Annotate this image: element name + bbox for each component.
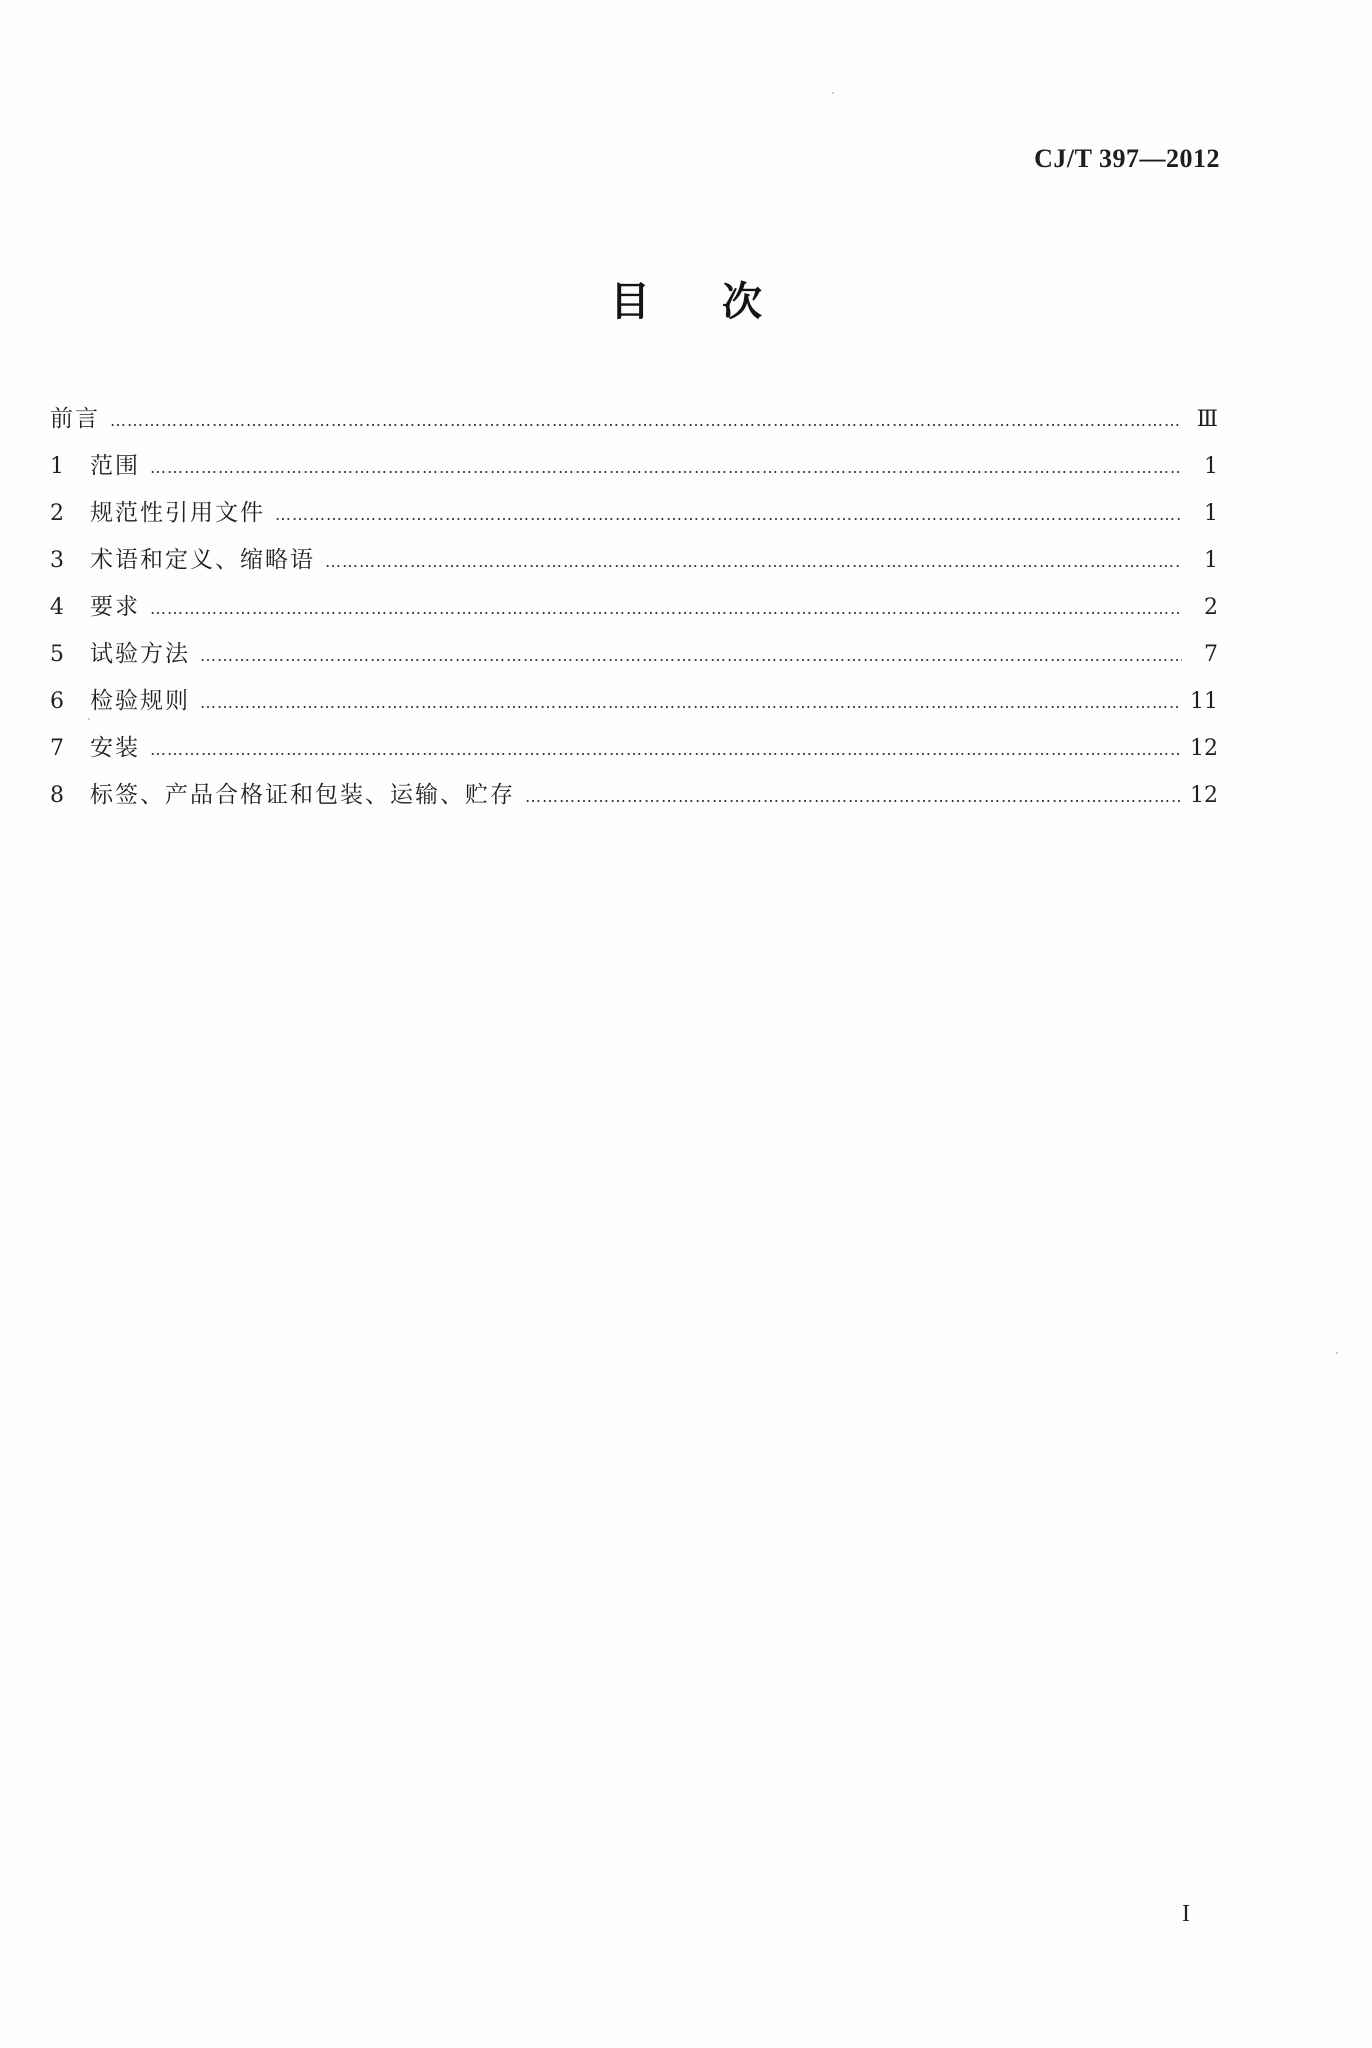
toc-entry-label: 前言 [50,406,100,432]
toc-entry-4[interactable] [50,588,1218,635]
scan-speck [88,718,90,720]
toc-entry-page: 7 [1204,642,1218,667]
toc-entry-page: 1 [1204,501,1218,526]
toc-entry-foreword[interactable] [50,400,1218,447]
standard-code: CJ/T 397—2012 [1034,144,1220,173]
toc-entry-label: 术语和定义、缩略语 [90,547,315,573]
toc-entry-number: 2 [50,501,64,526]
toc-entry-number: 3 [50,548,64,573]
toc-entry-label: 安装 [90,735,140,761]
toc-leader-dots [325,552,1182,571]
toc-entry-page: 1 [1204,454,1218,479]
toc-leader-dots [150,599,1182,618]
toc-entry-7[interactable] [50,729,1218,776]
scan-speck [832,92,834,94]
page-number: I [1182,1901,1190,1927]
toc-entry-label: 范围 [90,453,140,479]
toc-entry-page: 2 [1204,595,1218,620]
toc-entry-page: 12 [1190,783,1218,808]
toc-entry-number: 4 [50,595,64,620]
toc-entry-page: 11 [1190,689,1218,714]
toc-entry-label: 试验方法 [90,641,190,667]
toc-leader-dots [150,458,1182,477]
toc-entry-5[interactable] [50,635,1218,682]
toc-leader-dots [200,646,1182,665]
toc-entry-3[interactable] [50,541,1218,588]
toc-entry-number: 1 [50,454,64,479]
table-of-contents [50,400,1218,823]
toc-entry-8[interactable] [50,776,1218,823]
toc-entry-page: 12 [1190,736,1218,761]
toc-entry-page: 1 [1204,548,1218,573]
toc-entry-label: 标签、产品合格证和包装、运输、贮存 [90,782,515,808]
toc-leader-dots [150,740,1180,759]
scan-speck [1336,1352,1338,1354]
toc-leader-dots [275,505,1182,524]
toc-entry-number: 8 [50,783,64,808]
toc-leader-dots [525,787,1180,806]
toc-entry-number: 6 [50,689,64,714]
toc-entry-2[interactable] [50,494,1218,541]
toc-entry-label: 检验规则 [90,688,190,714]
toc-entry-6[interactable] [50,682,1218,729]
toc-entry-1[interactable] [50,447,1218,494]
toc-entry-page: Ⅲ [1196,407,1218,432]
toc-leader-dots [200,693,1180,712]
page-title: 目次 [610,279,834,325]
toc-entry-label: 规范性引用文件 [90,500,265,526]
toc-entry-number: 7 [50,736,64,761]
toc-entry-number: 5 [50,642,64,667]
toc-entry-label: 要求 [90,594,140,620]
toc-leader-dots [110,411,1182,430]
